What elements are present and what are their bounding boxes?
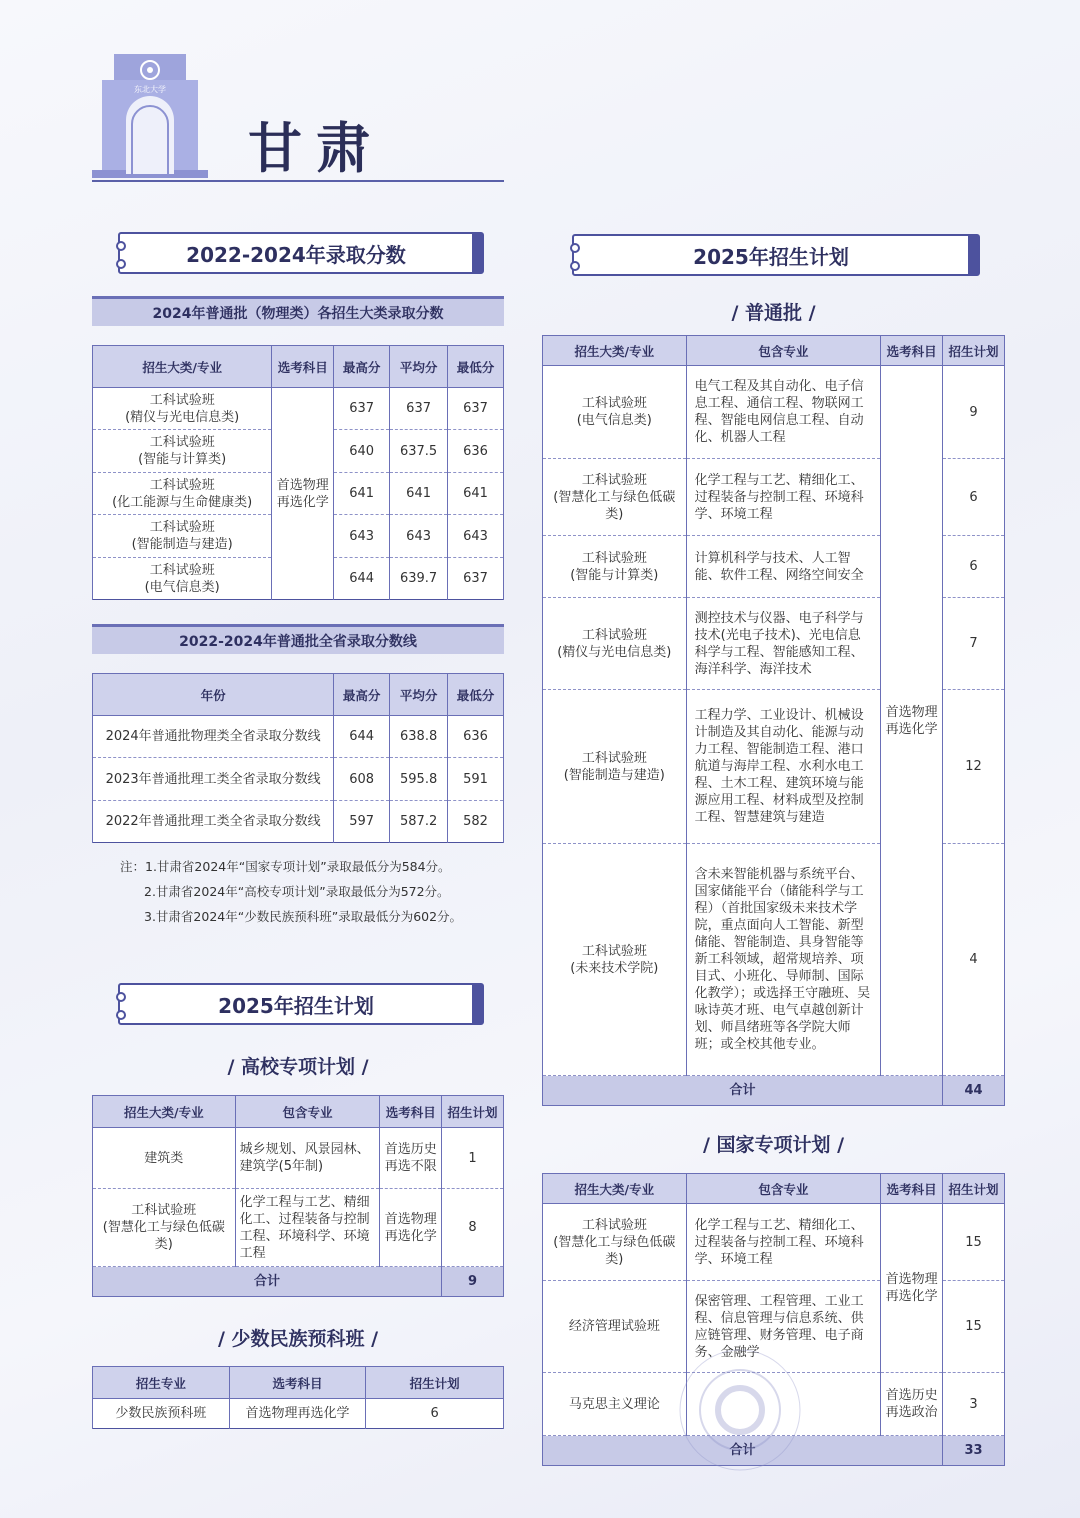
table-row — [543, 1373, 1005, 1436]
table-cell: 637 — [448, 388, 504, 430]
table-cell — [93, 473, 272, 515]
table-cell: 641 — [448, 473, 504, 515]
table-cell: 3 — [943, 1373, 1005, 1436]
table-cell: 电气工程及其自动化、电子信息工程、通信工程、物联网工程、智能电网信息工程、自动化、机器人工程 — [686, 366, 881, 459]
table-cell — [93, 1189, 236, 1267]
total-row — [543, 1076, 1005, 1106]
cell-text: (精仪与光电信息类) — [125, 409, 240, 425]
putong-title: / 普通批 / — [731, 302, 816, 324]
cell-text: (智能与计算类) — [570, 567, 659, 583]
subject-cell: 首选物理再选化学 — [272, 388, 334, 600]
col-header: 包含专业 — [686, 1174, 881, 1204]
cell-text: 工科试验班 — [149, 562, 215, 578]
col-header: 最低分 — [448, 346, 504, 388]
col-header: 包含专业 — [235, 1096, 380, 1128]
table1-title: 2024年普通批（物理类）各招生大类录取分数 — [92, 296, 504, 326]
table-cell: 12 — [943, 690, 1005, 844]
table-cell: 15 — [943, 1281, 1005, 1373]
table-row — [543, 336, 1005, 366]
cell-text: 工科试验班 — [581, 627, 647, 643]
table-cell: 化学工程与工艺、精细化工、过程装备与控制工程、环境科学、环境工程 — [686, 459, 881, 536]
table-cell: 641 — [390, 473, 448, 515]
table-cell: 首选历史再选政治 — [881, 1373, 943, 1436]
col-header: 招生计划 — [943, 336, 1005, 366]
table-row — [93, 801, 504, 843]
col-header: 招生大类/专业 — [93, 1096, 236, 1128]
table-cell: 含未来智能机器与系统平台、国家储能平台（储能科学与工程）（首批国家级未来技术学院，重点面向人工智能、新型储能、智能制造、具身智能等新工科领域，超常规培养、项目式、小班化、导师制、国际化教学）；或选择王守融班、吴咏诗英才班、电气卓越创新计划、师昌绪班等各学院大师班；或全校其他专业。 — [686, 844, 881, 1076]
table-cell: 587.2 — [390, 801, 448, 843]
subject-cell: 首选物理再选化学 — [881, 1204, 943, 1373]
table-cell: 首选历史再选不限 — [380, 1128, 442, 1189]
cell-text: 工科试验班 — [149, 435, 215, 450]
col-header: 选考科目 — [881, 1174, 943, 1204]
cell-text: 工科试验班 — [581, 750, 647, 766]
table-cell: 马克思主义理论 — [543, 1373, 687, 1436]
note-1: 注：1.甘肃省2024年“国家专项计划”录取最低分为584分。 — [120, 859, 451, 874]
table-cell: 首选物理再选化学 — [380, 1189, 442, 1267]
table-cell: 636 — [448, 430, 504, 473]
table-row — [93, 1189, 504, 1267]
table-cell: 合计 — [543, 1076, 943, 1106]
table-cell: 638.8 — [390, 716, 448, 758]
binder-rings-icon — [568, 240, 582, 274]
table-cell: 15 — [943, 1204, 1005, 1281]
putong-plan-table — [542, 335, 1005, 1106]
cell-text: (化工能源与生命健康类) — [112, 494, 253, 510]
table-cell: 8 — [442, 1189, 504, 1267]
cell-text: (智能与计算类) — [138, 452, 227, 467]
table-cell: 化学工程与工艺、精细化工、过程装备与控制工程、环境科学、环境工程 — [235, 1189, 380, 1267]
table-cell: 644 — [334, 716, 390, 758]
col-header: 最高分 — [334, 346, 390, 388]
table-cell: 经济管理试验班 — [543, 1281, 687, 1373]
col-header: 选考科目 — [229, 1367, 366, 1399]
table-cell: 6 — [943, 459, 1005, 536]
col-header: 平均分 — [390, 674, 448, 716]
table-row — [543, 1174, 1005, 1204]
table-cell: 643 — [448, 515, 504, 558]
table-cell: 597 — [334, 801, 390, 843]
binder-rings-icon — [114, 989, 128, 1023]
table-cell: 2023年普通批理工类全省录取分数线 — [93, 758, 334, 801]
table-cell — [543, 459, 687, 536]
university-gate-logo — [92, 50, 208, 180]
table-cell — [543, 366, 687, 459]
table-cell: 少数民族预科班 — [93, 1399, 230, 1429]
table-row — [93, 346, 504, 388]
table-cell: 582 — [448, 801, 504, 843]
table2-title: 2022-2024年普通批全省录取分数线 — [92, 624, 504, 654]
table-cell: 2022年普通批理工类全省录取分数线 — [93, 801, 334, 843]
col-header: 平均分 — [390, 346, 448, 388]
page-title: 甘肃 — [248, 117, 384, 180]
col-header: 选考科目 — [272, 346, 334, 388]
table-cell: 建筑类 — [93, 1128, 236, 1189]
table-cell: 637 — [448, 558, 504, 600]
cell-text: 工科试验班 — [581, 1217, 647, 1233]
table-cell — [93, 430, 272, 473]
plan-right-banner-text: 2025年招生计划 — [693, 244, 849, 269]
table-cell: 化学工程与工艺、精细化工、过程装备与控制工程、环境科学、环境工程 — [686, 1204, 881, 1281]
table-cell — [543, 598, 687, 690]
gaoxiao-title: / 高校专项计划 / — [227, 1056, 369, 1078]
cell-text: (精仪与光电信息类) — [557, 644, 672, 660]
table-row — [93, 716, 504, 758]
table-cell: 639.7 — [390, 558, 448, 600]
table-cell: 6 — [366, 1399, 504, 1429]
col-header: 年份 — [93, 674, 334, 716]
cell-text: 工科试验班 — [581, 396, 647, 411]
table-cell: 2024年普通批物理类全省录取分数线 — [93, 716, 334, 758]
table-row — [543, 366, 1005, 459]
cell-text: (智能制造与建造) — [131, 537, 233, 552]
plan-left-banner-text: 2025年招生计划 — [218, 993, 374, 1018]
table-cell: 计算机科学与技术、人工智能、软件工程、网络空间安全 — [686, 536, 881, 598]
gate-lettering: 东北大学 — [134, 85, 166, 94]
table-row — [93, 758, 504, 801]
cell-text: (电气信息类) — [144, 579, 220, 595]
table-cell — [543, 690, 687, 844]
col-header: 选考科目 — [881, 336, 943, 366]
table-cell: 608 — [334, 758, 390, 801]
binder-rings-icon — [114, 238, 128, 272]
cell-text: (未来技术学院) — [570, 960, 659, 976]
minzu-plan-table — [92, 1366, 504, 1429]
cell-text: 工科试验班 — [149, 477, 215, 493]
table-cell: 591 — [448, 758, 504, 801]
table-cell: 637 — [334, 388, 390, 430]
scores-banner — [118, 232, 484, 274]
table-cell: 6 — [943, 536, 1005, 598]
cell-text: (智能制造与建造) — [563, 767, 665, 783]
total-row — [93, 1267, 504, 1297]
guojia-title: / 国家专项计划 / — [702, 1134, 845, 1156]
cell-text: 工科试验班 — [149, 520, 215, 535]
table-cell: 城乡规划、风景园林、建筑学(5年制) — [235, 1128, 380, 1189]
scores-by-category-table — [92, 345, 504, 600]
table-cell: 首选物理再选化学 — [229, 1399, 366, 1429]
table-cell: 44 — [943, 1076, 1005, 1106]
cell-text: 工科试验班 — [581, 943, 647, 959]
scores-banner-text: 2022-2024年录取分数 — [186, 242, 406, 267]
table-cell — [543, 536, 687, 598]
col-header: 招生计划 — [943, 1174, 1005, 1204]
plan-right-banner — [572, 234, 980, 276]
col-header: 招生大类/专业 — [543, 1174, 687, 1204]
table-cell: 637 — [390, 388, 448, 430]
col-header: 最低分 — [448, 674, 504, 716]
table-cell — [686, 1373, 881, 1436]
table-row — [93, 1096, 504, 1128]
gaoxiao-plan-table — [92, 1095, 504, 1297]
table-row — [93, 1399, 504, 1429]
minzu-title: / 少数民族预科班 / — [217, 1328, 379, 1350]
col-header: 招生计划 — [366, 1367, 504, 1399]
table-cell: 7 — [943, 598, 1005, 690]
table-row — [543, 1204, 1005, 1281]
table-cell — [93, 558, 272, 600]
table-cell: 4 — [943, 844, 1005, 1076]
table-row — [93, 1128, 504, 1189]
table-cell: 636 — [448, 716, 504, 758]
table-cell: 保密管理、工程管理、工业工程、信息管理与信息系统、供应链管理、财务管理、电子商务、金融学 — [686, 1281, 881, 1373]
plan-left-banner — [118, 983, 484, 1025]
note-2: 2.甘肃省2024年“高校专项计划”录取最低分为572分。 — [144, 884, 450, 899]
table-cell: 测控技术与仪器、电子科学与技术(光电子技术)、光电信息科学与工程、智能感知工程、海洋科学、海洋技术 — [686, 598, 881, 690]
table-cell — [543, 1204, 687, 1281]
table-cell: 合计 — [93, 1267, 442, 1297]
table-cell: 640 — [334, 430, 390, 473]
cell-text: 工科试验班 — [131, 1203, 197, 1218]
table-cell: 33 — [943, 1436, 1005, 1466]
subject-cell: 首选物理再选化学 — [881, 366, 943, 1076]
col-header: 招生专业 — [93, 1367, 230, 1399]
cell-text: 工科试验班 — [581, 472, 647, 488]
col-header: 招生大类/专业 — [93, 346, 272, 388]
cell-text: 工科试验班 — [581, 550, 647, 566]
table-cell — [93, 388, 272, 430]
table-cell: 合计 — [543, 1436, 943, 1466]
table-row — [93, 388, 504, 430]
table-cell: 643 — [334, 515, 390, 558]
header-divider — [92, 180, 504, 182]
table-cell: 595.8 — [390, 758, 448, 801]
table-cell — [93, 515, 272, 558]
table-cell: 工程力学、工业设计、机械设计制造及其自动化、能源与动力工程、智能制造工程、港口航道与海岸工程、水利水电工程、土木工程、建筑环境与能源应用工程、材料成型及控制工程、智慧建筑与建造 — [686, 690, 881, 844]
cell-text: (智慧化工与绿色低碳类) — [553, 1234, 676, 1267]
cell-text: 工科试验班 — [149, 392, 215, 408]
table-cell: 9 — [943, 366, 1005, 459]
table-row — [93, 674, 504, 716]
guojia-plan-table — [542, 1173, 1005, 1466]
cell-text: (电气信息类) — [576, 413, 652, 428]
total-row — [543, 1436, 1005, 1466]
table-cell: 9 — [442, 1267, 504, 1297]
cell-text: (智慧化工与绿色低碳类) — [553, 489, 676, 522]
col-header: 包含专业 — [686, 336, 881, 366]
col-header: 招生计划 — [442, 1096, 504, 1128]
table-row — [93, 1367, 504, 1399]
table-cell: 643 — [390, 515, 448, 558]
note-3: 3.甘肃省2024年“少数民族预科班”录取最低分为602分。 — [144, 909, 463, 924]
table-cell: 644 — [334, 558, 390, 600]
table-cell — [543, 844, 687, 1076]
province-cutoff-table — [92, 673, 504, 843]
col-header: 选考科目 — [380, 1096, 442, 1128]
table-cell: 637.5 — [390, 430, 448, 473]
cell-text: (智慧化工与绿色低碳类) — [102, 1220, 225, 1252]
table-cell: 641 — [334, 473, 390, 515]
table-cell: 1 — [442, 1128, 504, 1189]
col-header: 最高分 — [334, 674, 390, 716]
col-header: 招生大类/专业 — [543, 336, 687, 366]
